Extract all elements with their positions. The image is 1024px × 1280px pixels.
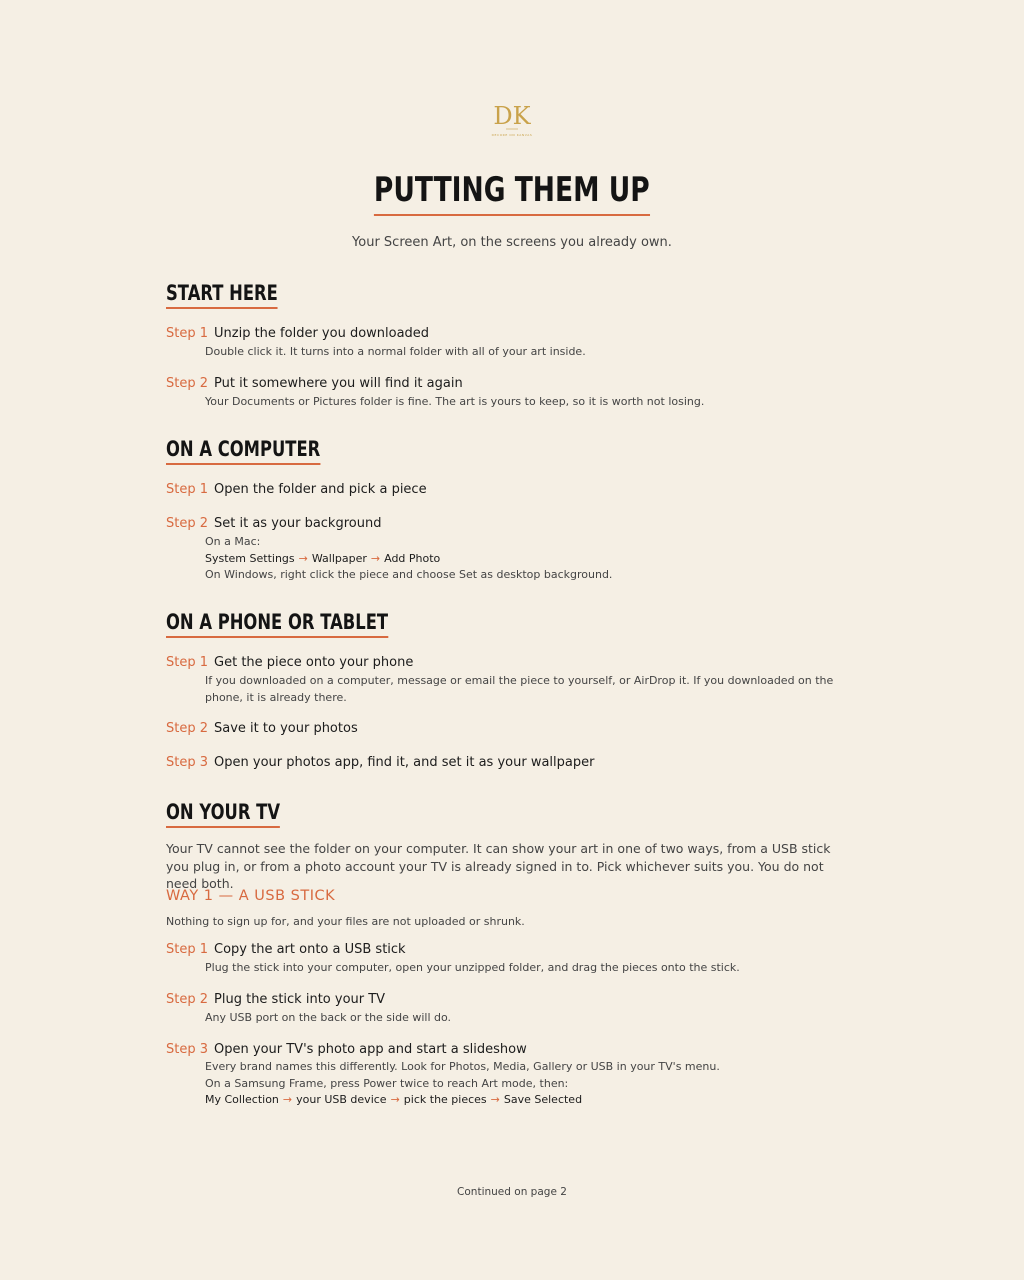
path-item: your USB device [296, 1093, 387, 1106]
samsung-path [205, 1092, 855, 1109]
phone-step-1 [166, 651, 413, 670]
step-description [205, 1059, 855, 1109]
path-item: My Collection [205, 1093, 279, 1106]
page-subtitle: Your Screen Art, on the screens you already own. [352, 235, 672, 250]
tv-step-2 [166, 988, 385, 1007]
path-item: Save Selected [503, 1093, 583, 1106]
path-item: Wallpaper [311, 551, 367, 565]
start-step-1 [166, 322, 429, 341]
step-label: Step 2 [166, 992, 209, 1007]
step-label: Step 2 [166, 516, 209, 531]
step-description: Any USB port on the back or the side will do. [205, 1011, 452, 1024]
logo-tagline: DECORE ON KANVAS [491, 133, 533, 137]
step-title: Save it to your photos [214, 721, 358, 736]
section-title-phone: ON A PHONE OR TABLET [166, 609, 388, 638]
path-item: Add Photo [384, 551, 441, 565]
step-title: Open the folder and pick a piece [214, 482, 427, 497]
step-label: Step 2 [166, 376, 209, 391]
samsung-note: On a Samsung Frame, press Power twice to reach Art mode, then: [205, 1076, 569, 1090]
step-description [205, 534, 855, 584]
title-container [0, 168, 1024, 216]
arrow-right-icon: → [370, 551, 381, 565]
brand-logo-icon [487, 100, 537, 140]
step-title: Copy the art onto a USB stick [214, 942, 406, 957]
step-description: Your Documents or Pictures folder is fine. The art is yours to keep, so it is worth not losing. [205, 395, 705, 408]
arrow-right-icon: → [390, 1093, 400, 1106]
start-step-2 [166, 372, 463, 391]
step-description: Double click it. It turns into a normal folder with all of your art inside. [205, 345, 586, 358]
computer-step-1 [166, 478, 427, 497]
way-1-note: Nothing to sign up for, and your files are not uploaded or shrunk. [166, 915, 525, 928]
step-title: Unzip the folder you downloaded [214, 326, 430, 341]
logo-monogram: DK [493, 102, 531, 130]
page-footer: Continued on page 2 [457, 1186, 567, 1198]
step-description: Plug the stick into your computer, open your unzipped folder, and drag the pieces onto the stick. [205, 961, 740, 974]
page-title: PUTTING THEM UP [374, 168, 650, 216]
section-title-computer: ON A COMPUTER [166, 436, 320, 465]
step-title: Open your photos app, find it, and set it as your wallpaper [214, 755, 595, 770]
arrow-right-icon: → [282, 1093, 293, 1106]
tv-step-1 [166, 938, 406, 957]
step-label: Step 1 [166, 655, 209, 670]
step-label: Step 1 [166, 326, 209, 341]
section-title-start: START HERE [166, 280, 278, 309]
step-label: Step 1 [166, 942, 209, 957]
arrow-right-icon: → [490, 1093, 500, 1106]
computer-step-2 [166, 512, 381, 531]
path-item: System Settings [205, 551, 295, 565]
way-1-title: WAY 1 — A USB STICK [166, 888, 336, 904]
step-title: Plug the stick into your TV [214, 992, 386, 1007]
step-label: Step 3 [166, 755, 209, 770]
mac-settings-path [205, 551, 855, 568]
mac-label: On a Mac: [205, 535, 261, 548]
step-title: Set it as your background [214, 516, 382, 531]
step-description: If you downloaded on a computer, message or email the piece to yourself, or AirDrop it. If you downloaded on the phone, it is already there. [205, 674, 834, 704]
step-label: Step 2 [166, 721, 209, 736]
step-label: Step 1 [166, 482, 209, 497]
phone-step-3 [166, 751, 594, 770]
step-label: Step 3 [166, 1042, 209, 1057]
arrow-right-icon: → [298, 551, 308, 565]
section-title-tv: ON YOUR TV [166, 799, 280, 828]
tv-step-3 [166, 1038, 527, 1057]
step-title: Get the piece onto your phone [214, 655, 414, 670]
windows-instruction: On Windows, right click the piece and choose Set as desktop background. [205, 568, 613, 581]
path-item: pick the pieces [403, 1093, 487, 1106]
step-title: Put it somewhere you will find it again [214, 376, 463, 391]
tv-intro: Your TV cannot see the folder on your computer. It can show your art in one of two ways, from a USB stick you plug in, or from a photo account your TV is already signed in to. Pick whichever suits you. You do not need both. [166, 841, 831, 891]
phone-step-2 [166, 717, 358, 736]
brand-note: Every brand names this differently. Look for Photos, Media, Gallery or USB in your TV's menu. [205, 1060, 720, 1073]
step-title: Open your TV's photo app and start a slideshow [214, 1042, 527, 1057]
